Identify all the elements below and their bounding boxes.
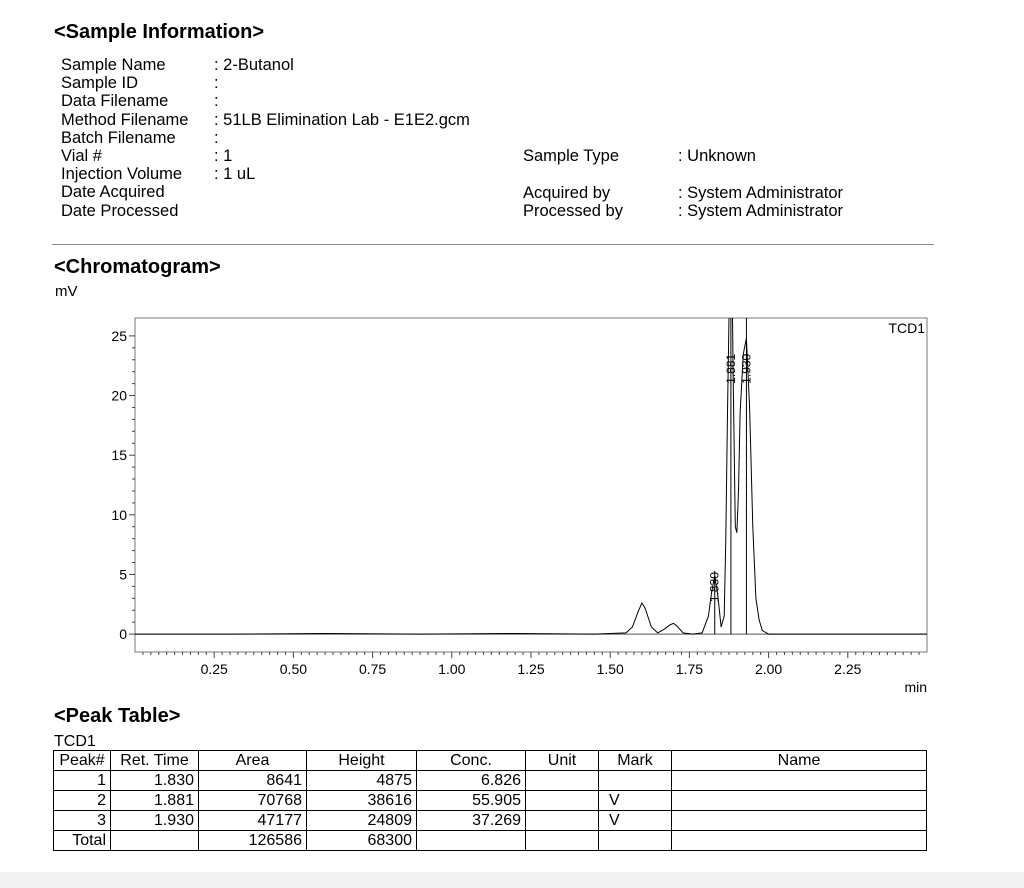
label-method-filename: Method Filename bbox=[61, 110, 189, 129]
label-sample-type: Sample Type bbox=[523, 147, 620, 165]
peak-table-header-row bbox=[54, 751, 927, 771]
peak-table-heading: <Peak Table> bbox=[54, 705, 181, 727]
cell-height: 38616 bbox=[307, 791, 417, 811]
cell-mark bbox=[599, 831, 672, 851]
peak-label: 1.881 bbox=[723, 353, 738, 384]
cell-height: 4875 bbox=[307, 771, 417, 791]
label-sample-id: Sample ID bbox=[61, 74, 139, 93]
value-method-filename: : 51LB Elimination Lab - E1E2.gcm bbox=[214, 110, 470, 129]
value-processed-by: : System Administrator bbox=[678, 202, 844, 220]
col-mark: Mark bbox=[599, 751, 672, 771]
y-tick-label: 25 bbox=[111, 327, 127, 344]
cell-area: 8641 bbox=[199, 771, 307, 791]
label-data-filename: Data Filename bbox=[61, 92, 169, 111]
cell-ret-time bbox=[111, 831, 199, 851]
cell-unit bbox=[526, 831, 599, 851]
cell-conc: 37.269 bbox=[417, 811, 526, 831]
peak-table bbox=[53, 750, 927, 851]
sample-info-heading: <Sample Information> bbox=[54, 21, 265, 43]
value-data-filename: : bbox=[214, 92, 219, 111]
cell-name bbox=[672, 791, 927, 811]
y-tick-label: 15 bbox=[111, 447, 127, 464]
label-batch-filename: Batch Filename bbox=[61, 128, 176, 147]
col-name: Name bbox=[672, 751, 927, 771]
col-height: Height bbox=[307, 751, 417, 771]
col-area: Area bbox=[199, 751, 307, 771]
label-sample-name: Sample Name bbox=[61, 56, 166, 74]
chromatogram-trace bbox=[135, 174, 927, 634]
label-acquired-by: Acquired by bbox=[523, 184, 611, 202]
cell-conc: 6.826 bbox=[417, 771, 526, 791]
cell-conc: 55.905 bbox=[417, 791, 526, 811]
value-sample-id: : bbox=[214, 74, 219, 93]
cell-peak-number: 1 bbox=[54, 771, 111, 791]
y-tick-label: 10 bbox=[111, 506, 127, 523]
col-ret-time: Ret. Time bbox=[111, 751, 199, 771]
cell-ret-time: 1.881 bbox=[111, 791, 199, 811]
label-date-processed: Date Processed bbox=[61, 201, 179, 220]
x-tick-label: 0.75 bbox=[358, 661, 387, 677]
table-total-row bbox=[54, 831, 927, 851]
x-unit-label: min bbox=[904, 679, 927, 695]
table-row bbox=[54, 811, 927, 831]
table-row bbox=[54, 771, 927, 791]
value-vial: : 1 bbox=[214, 147, 233, 166]
cell-name bbox=[672, 811, 927, 831]
x-tick-label: 1.75 bbox=[675, 661, 704, 677]
value-injection-volume: : 1 uL bbox=[214, 165, 256, 184]
table-row bbox=[54, 791, 927, 811]
cell-mark: V bbox=[599, 811, 672, 831]
y-unit-label: mV bbox=[55, 283, 78, 300]
cell-peak-number: 2 bbox=[54, 791, 111, 811]
cell-peak-number: 3 bbox=[54, 811, 111, 831]
cell-ret-time: 1.930 bbox=[111, 811, 199, 831]
col-conc: Conc. bbox=[417, 751, 526, 771]
cell-mark: V bbox=[599, 791, 672, 811]
cell-unit bbox=[526, 771, 599, 791]
x-tick-label: 2.00 bbox=[754, 661, 783, 677]
y-tick-label: 0 bbox=[119, 626, 127, 643]
page-bottom-strip bbox=[0, 872, 1024, 888]
x-tick-label: 2.25 bbox=[834, 661, 862, 677]
label-vial: Vial # bbox=[61, 147, 102, 166]
cell-conc bbox=[417, 831, 526, 851]
label-processed-by: Processed by bbox=[523, 202, 623, 220]
cell-area: 47177 bbox=[199, 811, 307, 831]
cell-height: 68300 bbox=[307, 831, 417, 851]
cell-unit bbox=[526, 791, 599, 811]
y-tick-label: 5 bbox=[119, 566, 127, 583]
peak-table-channel: TCD1 bbox=[54, 733, 96, 750]
x-tick-label: 1.50 bbox=[596, 661, 624, 677]
plot-frame bbox=[135, 318, 927, 652]
col-unit: Unit bbox=[526, 751, 599, 771]
value-batch-filename: : bbox=[214, 128, 219, 147]
label-injection-volume: Injection Volume bbox=[61, 165, 183, 184]
x-tick-label: 1.00 bbox=[438, 661, 466, 677]
value-sample-name: : 2-Butanol bbox=[214, 56, 294, 74]
cell-area: 70768 bbox=[199, 791, 307, 811]
cell-name bbox=[672, 771, 927, 791]
cell-height: 24809 bbox=[307, 811, 417, 831]
y-tick-label: 20 bbox=[111, 387, 127, 404]
x-tick-label: 0.25 bbox=[200, 661, 228, 677]
cell-name bbox=[672, 831, 927, 851]
value-acquired-by: : System Administrator bbox=[678, 184, 844, 202]
value-sample-type: : Unknown bbox=[678, 147, 756, 165]
cell-peak-number: Total bbox=[54, 831, 111, 851]
x-tick-label: 1.25 bbox=[517, 661, 545, 677]
peak-label: 1.830 bbox=[707, 572, 722, 603]
chromatogram-heading: <Chromatogram> bbox=[54, 256, 221, 278]
channel-label: TCD1 bbox=[888, 320, 925, 336]
cell-area: 126586 bbox=[199, 831, 307, 851]
col-peak-number: Peak# bbox=[54, 751, 111, 771]
cell-ret-time: 1.830 bbox=[111, 771, 199, 791]
peak-label: 1.930 bbox=[739, 353, 754, 384]
x-tick-label: 0.50 bbox=[279, 661, 308, 677]
cell-mark bbox=[599, 771, 672, 791]
label-date-acquired: Date Acquired bbox=[61, 183, 165, 202]
cell-unit bbox=[526, 811, 599, 831]
